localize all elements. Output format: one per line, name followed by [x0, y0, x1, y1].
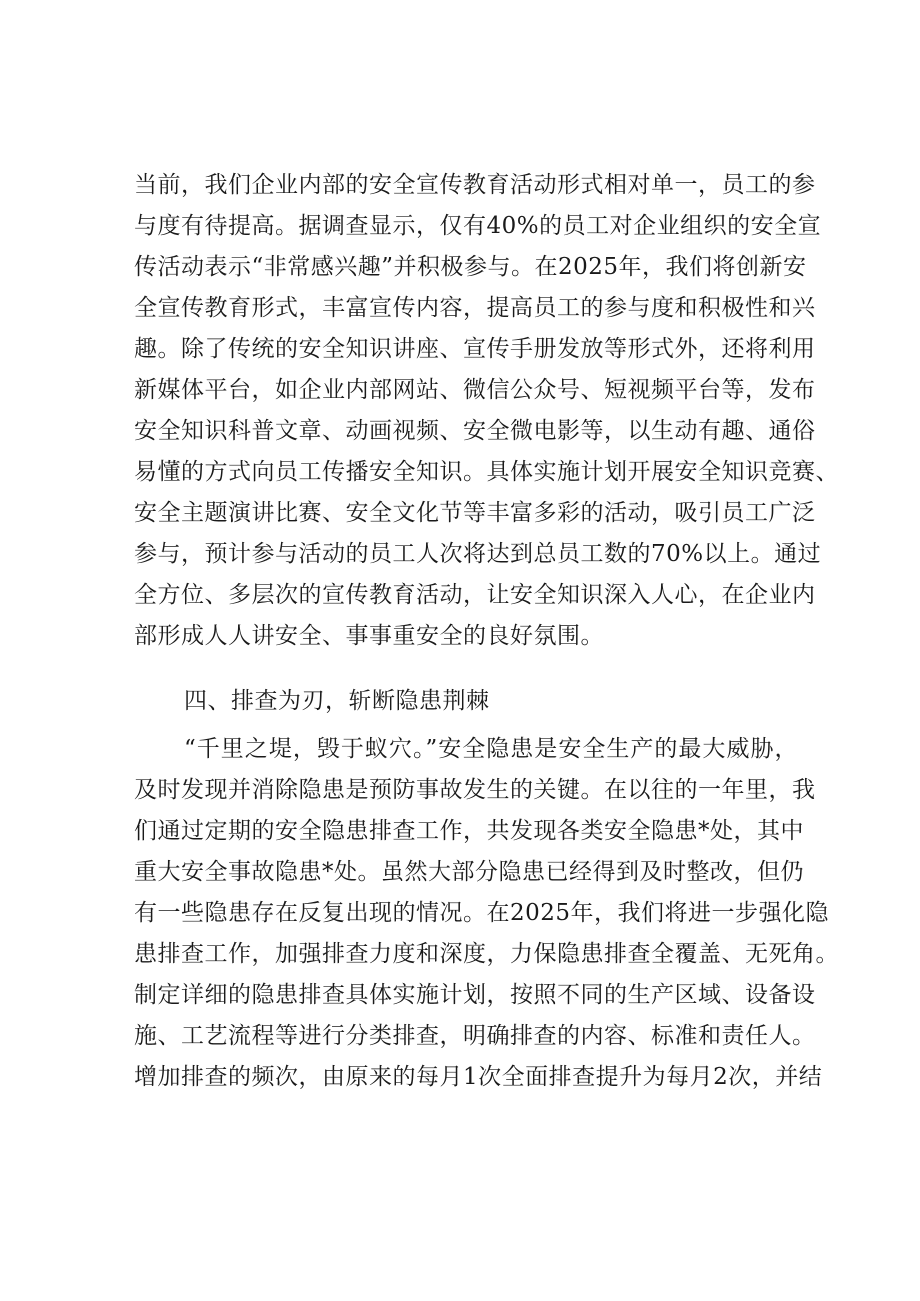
paragraph-1-line: 当前，我们企业内部的安全宣传教育活动形式相对单一，员工的参 — [134, 172, 816, 198]
paragraph-1-line: 新媒体平台，如企业内部网站、微信公众号、短视频平台等，发布 — [134, 377, 816, 403]
paragraph-2-line: 及时发现并消除隐患是预防事故发生的关键。在以往的一年里，我 — [134, 777, 816, 803]
paragraph-1-line: 参与，预计参与活动的员工人次将达到总员工数的70%以上。通过 — [134, 541, 822, 567]
paragraph-1-line: 安全知识科普文章、动画视频、安全微电影等，以生动有趣、通俗 — [134, 418, 816, 444]
paragraph-2-line: 增加排查的频次，由原来的每月1次全面排查提升为每月2次，并结 — [134, 1064, 823, 1090]
paragraph-2-line: 制定详细的隐患排查具体实施计划，按照不同的生产区域、设备设 — [134, 982, 816, 1008]
paragraph-1-line: 全宣传教育形式，丰富宣传内容，提高员工的参与度和积极性和兴 — [134, 295, 816, 321]
paragraph-2-line: 施、工艺流程等进行分类排查，明确排查的内容、标准和责任人。 — [134, 1023, 816, 1049]
paragraph-1-line: 趣。除了传统的安全知识讲座、宣传手册发放等形式外，还将利用 — [134, 336, 816, 362]
paragraph-2-line: 们通过定期的安全隐患排查工作，共发现各类安全隐患*处，其中 — [134, 818, 804, 844]
paragraph-1-line: 全方位、多层次的宣传教育活动，让安全知识深入人心，在企业内 — [134, 582, 816, 608]
paragraph-1-line: 易懂的方式向员工传播安全知识。具体实施计划开展安全知识竞赛、 — [134, 459, 839, 485]
paragraph-2-line: “千里之堤，毁于蚁穴。”安全隐患是安全生产的最大威胁， — [184, 736, 798, 762]
paragraph-1-line: 部形成人人讲安全、事事重安全的良好氛围。 — [134, 623, 604, 649]
paragraph-1-line: 传活动表示“非常感兴趣”并积极参与。在2025年，我们将创新安 — [134, 254, 807, 280]
paragraph-1-line: 安全主题演讲比赛、安全文化节等丰富多彩的活动，吸引员工广泛 — [134, 500, 816, 526]
paragraph-2-line: 重大安全事故隐患*处。虽然大部分隐患已经得到及时整改，但仍 — [134, 859, 804, 885]
paragraph-1-line: 与度有待提高。据调查显示，仅有40%的员工对企业组织的安全宣 — [134, 213, 822, 239]
section-heading: 四、排查为刃，斩断隐患荆棘 — [184, 688, 490, 714]
paragraph-2-line: 患排查工作，加强排查力度和深度，力保隐患排查全覆盖、无死角。 — [134, 941, 839, 967]
paragraph-2-line: 有一些隐患存在反复出现的情况。在2025年，我们将进一步强化隐 — [134, 900, 830, 926]
